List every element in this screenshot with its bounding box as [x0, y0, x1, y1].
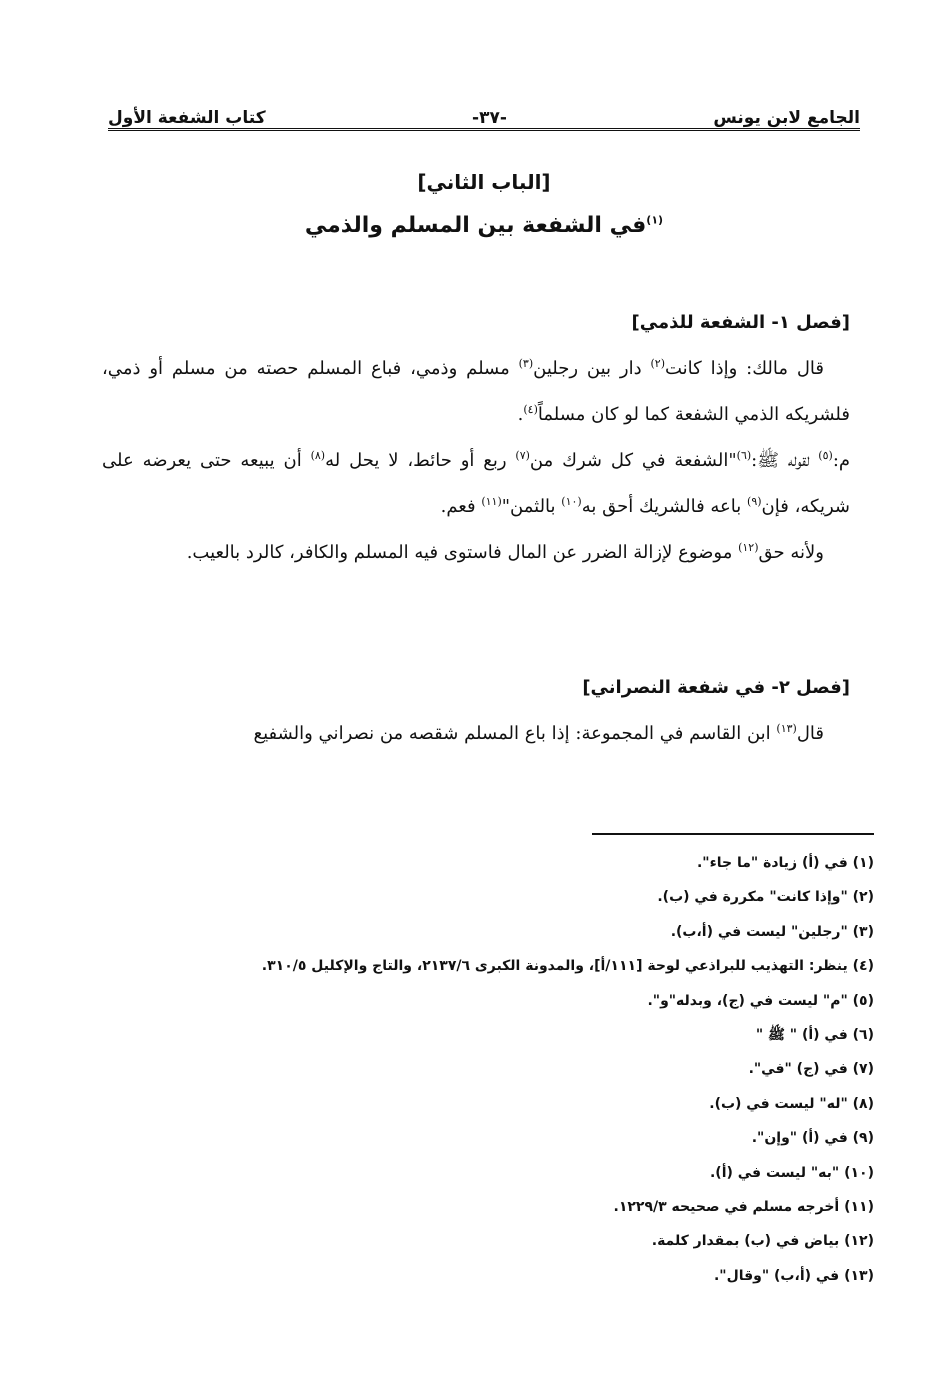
text-run: قال مالك: وإذا كانت	[664, 358, 825, 379]
text-run: .	[517, 404, 524, 425]
footnote: (١٣) في (أ،ب) "وقال".	[713, 1267, 874, 1284]
footnote-ref: (١١)	[481, 495, 502, 508]
footnote-ref: (٧)	[515, 449, 530, 462]
paragraph	[102, 346, 850, 438]
text-run: ابن القاسم في المجموعة: إذا باع المسلم شقصه من نصراني والشفيع	[253, 723, 777, 744]
text-run: فعم.	[440, 496, 482, 517]
text-run: لقوله ﷺ:	[751, 450, 819, 471]
footnote-ref: (٩)	[747, 495, 762, 508]
chapter-label: [الباب الثاني]	[417, 170, 551, 194]
footnote-ref: (٥)	[818, 449, 833, 462]
footnote: (٥) "م" ليست في (ج)، وبدله"و".	[647, 992, 874, 1009]
section-2	[102, 665, 850, 757]
footnote-ref: (١٠)	[561, 495, 582, 508]
footnote: (٤) ينظر: التهذيب للبراذعي لوحة [١١١/أ]، والمدونة الكبرى ٢١٣٧/٦، والتاج والإكليل ٣١٠/٥.	[261, 958, 874, 975]
footnote: (١) في (أ) زيادة "ما جاء".	[696, 855, 874, 871]
footnote-ref: (٢)	[650, 357, 665, 370]
text-run: باعه فالشريك أحق به	[581, 496, 748, 517]
footnote: (٨) "له" ليست في (ب).	[709, 1095, 874, 1112]
text-run: مسلم وذمي، فباع المسلم حصته من مسلم أو ذمي، فلشريكه الذمي الشفعة كما لو كان مسلماً	[102, 358, 850, 425]
footnote: (٧) في (ج) "في".	[748, 1061, 874, 1078]
text-run: قال	[796, 723, 824, 744]
footnote-ref: (٤)	[523, 403, 538, 416]
footnote-ref: (٣)	[518, 357, 534, 370]
footnote: (٦) في (أ) " ﷺ "	[755, 1026, 874, 1043]
header-chapter-title: كتاب الشفعة الأول	[108, 108, 266, 128]
footnote: (١١) أخرجه مسلم في صحيحه ١٢٢٩/٣.	[613, 1198, 874, 1215]
paragraph	[102, 438, 850, 530]
paragraph	[102, 711, 850, 757]
footnote-ref: (٦)	[736, 449, 752, 462]
section-heading: [فصل ١- الشفعة للذمي]	[631, 312, 850, 333]
running-header	[108, 100, 860, 128]
text-run: أن يبيعه حتى يعرضه على شريكه، فإن	[102, 450, 850, 517]
text-run: ولأنه حق	[758, 542, 824, 563]
text-run: موضوع لإزالة الضرر عن المال فاستوى فيه المسلم والكافر، كالرد بالعيب.	[186, 542, 739, 563]
section-heading: [فصل ٢- في شفعة النصراني]	[582, 677, 850, 698]
footnote: (٣) "رجلين" ليست في (أ،ب).	[670, 923, 874, 940]
header-book-title: الجامع لابن يونس	[713, 108, 860, 128]
footnote-ref: (٨)	[310, 449, 326, 462]
footnote: (٩) في (أ) "وإن".	[751, 1130, 874, 1147]
text-run: ربع أو حائط، لا يحل له	[325, 450, 516, 471]
footnote-ref: (١٣)	[776, 722, 797, 735]
chapter-title-text: في الشفعة بين المسلم والذمي	[304, 213, 647, 238]
text-run: "الشفعة في كل شرك من	[529, 450, 737, 471]
paragraph	[102, 530, 850, 576]
chapter-title	[108, 213, 860, 238]
text-run: دار بين رجلين	[533, 358, 651, 379]
header-rule	[108, 128, 860, 131]
footnote-separator	[592, 833, 874, 835]
footnote: (١٠) "به" ليست في (أ).	[709, 1164, 874, 1181]
footnote-ref: (١٢)	[738, 541, 759, 554]
section-1	[102, 300, 850, 576]
text-run: بالثمن"	[501, 496, 562, 517]
footnote: (١٢) بياض في (ب) بمقدار كلمة.	[651, 1233, 874, 1250]
footnote: (٢) "وإذا كانت" مكررة في (ب).	[657, 889, 874, 906]
page-number: -٣٧-	[472, 108, 507, 128]
text-run: م:	[832, 450, 851, 471]
footnote-ref: (١)	[646, 213, 664, 227]
footnotes-list	[140, 846, 874, 1293]
